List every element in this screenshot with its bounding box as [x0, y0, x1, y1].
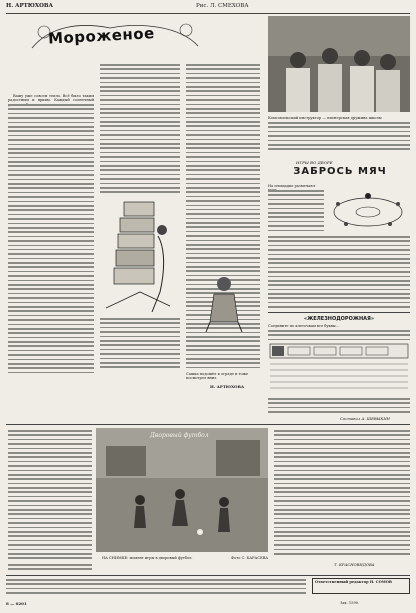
football-photo-credit: Фото С. КАРАСЕВА — [231, 556, 268, 560]
photo-caption-text — [268, 122, 410, 153]
page-header — [6, 3, 410, 12]
football-author: Т. КРАСНОВИДОВА — [334, 562, 375, 567]
story-ending-middle — [100, 318, 180, 371]
football-title: Дворовый футбол — [150, 432, 209, 439]
pioneers-photo — [268, 16, 410, 112]
railway-intro: Соедините по клеточкам все буквы… — [268, 324, 340, 328]
story-title: Мороженое — [47, 24, 156, 48]
illustrator-credit: Рис. Л. СМЕХОВА — [196, 3, 249, 9]
railway-author: Составил А. ШЕВЫКИН — [340, 416, 390, 421]
railway-title: «ЖЕЛЕЗНОДОРОЖНАЯ» — [303, 316, 375, 322]
author-name: Н. АРТЮХОВА — [6, 3, 53, 9]
football-caption: НА СНИМКЕ: момент игры в дворовый футбол. — [102, 556, 193, 560]
game-text-body — [268, 236, 410, 311]
railway-rule — [268, 312, 410, 313]
footer-rule — [6, 575, 410, 576]
boy-with-ice-cream-illustration — [188, 272, 258, 332]
story-signature: Н. АРТЮХОВА — [210, 384, 245, 389]
football-text-bottom — [8, 564, 92, 573]
game-caption: На площадке размечают — [268, 184, 316, 188]
railway-text — [268, 398, 410, 416]
football-text-right — [274, 430, 410, 557]
ice-cream-crates-illustration — [100, 196, 184, 314]
football-photo — [96, 428, 268, 552]
story-opening: Вашу уже совсем тепло. Всё было таким радостным и ярким. Каждый солнечный — [8, 94, 94, 103]
pioneers-photo-scene — [268, 16, 410, 112]
story-text-left — [8, 104, 94, 376]
game-field-diagram — [326, 184, 410, 232]
photo-caption: Комсомольский инструктор — пионерская дружина школы — [268, 116, 382, 120]
story-ending-right — [186, 336, 260, 371]
story-text-middle — [100, 64, 180, 196]
editor-name: Ответственный редактор Н. СОМОВ — [315, 580, 392, 584]
railway-puzzle-grid — [268, 342, 410, 394]
issue-number: Зак. 1590. — [340, 601, 360, 605]
page-number: 8 — 0201 — [6, 601, 27, 606]
football-text-left — [8, 430, 92, 562]
footer-imprint — [6, 579, 306, 597]
football-photo-scene — [96, 428, 268, 552]
game-title: ЗАБРОСЬ МЯЧ — [293, 166, 387, 177]
section-rule — [6, 424, 410, 425]
editor-box — [312, 578, 410, 594]
game-text-left — [268, 190, 324, 234]
header-rule — [6, 13, 410, 14]
story-closing: Сашка подошёл к ограде и тоже посмотрел вниз. — [186, 372, 249, 381]
game-subtitle: ИГРЫ ВО ДВОРЕ — [296, 160, 333, 165]
